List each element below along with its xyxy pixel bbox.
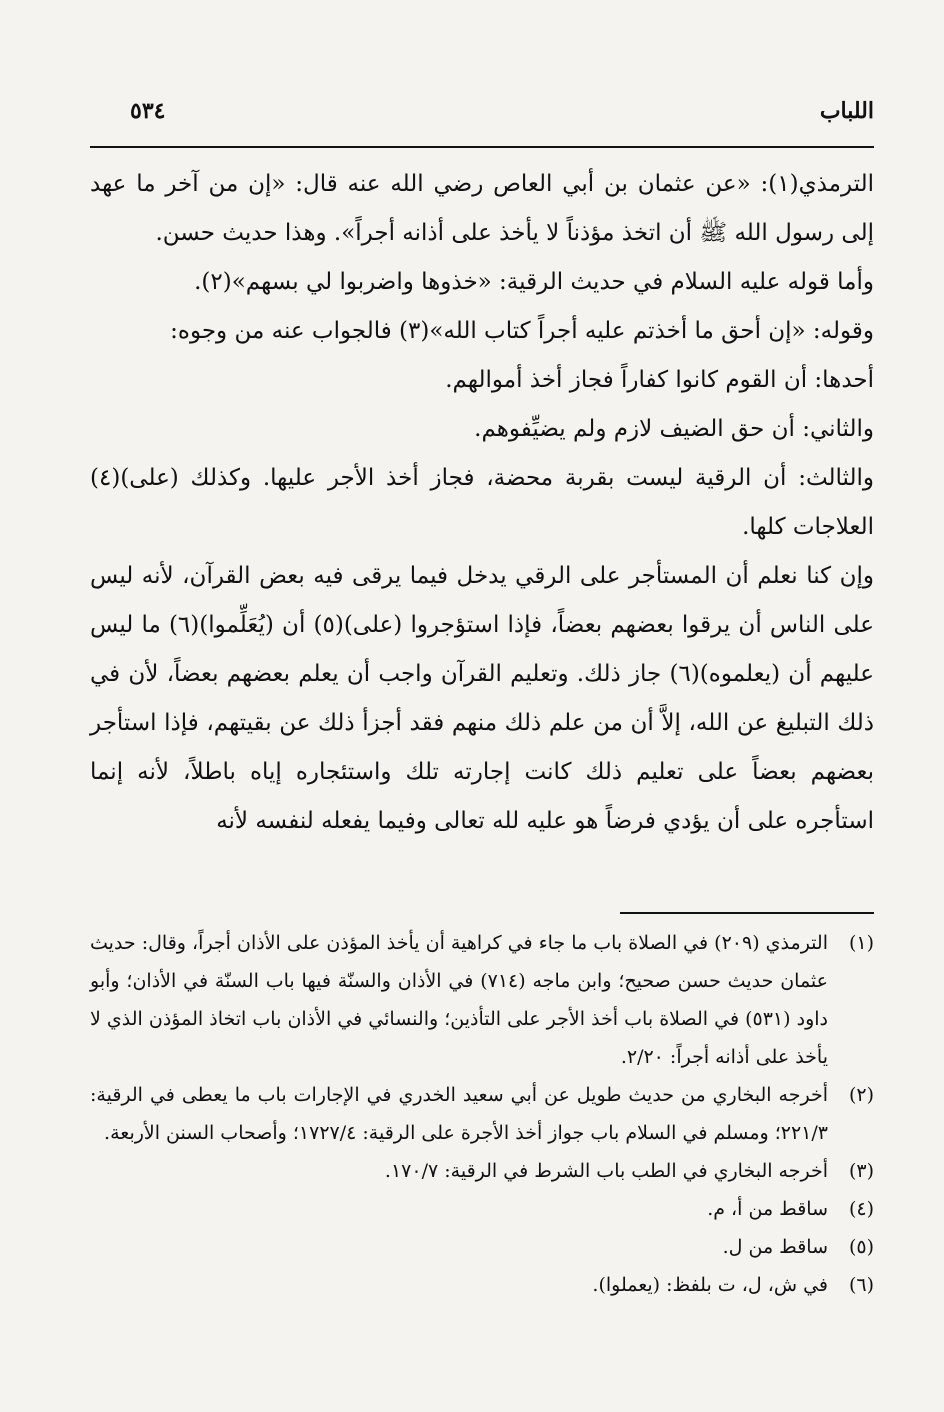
page-number: ٥٣٤ — [130, 98, 166, 124]
running-title: اللباب — [819, 98, 874, 124]
footnote — [90, 1228, 874, 1266]
footnote — [90, 924, 874, 1076]
footnote-text: في ش، ل، ت بلفظ: (يعملوا). — [592, 1274, 828, 1296]
footnote — [90, 1152, 874, 1190]
paragraph: وأما قوله عليه السلام في حديث الرقية: «خذوها واضربوا لي بسهم»(٢). — [194, 269, 874, 295]
footnote-number: (٤) — [848, 1198, 874, 1220]
footnote-number: (٣) — [848, 1160, 874, 1182]
footnote — [90, 1076, 874, 1152]
paragraph: الترمذي(١): «عن عثمان بن أبي العاص رضي الله عنه قال: «إن من آخر ما عهد إلى رسول الله ﷺ أن اتخذ مؤذناً لا يأخذ على أذانه أجراً». وهذا حديث حسن. — [90, 171, 874, 246]
main-text — [90, 160, 874, 846]
footnote-number: (٦) — [848, 1274, 874, 1296]
footnote-text: أخرجه البخاري في الطب باب الشرط في الرقية: ١٧٠/٧. — [384, 1160, 828, 1182]
footnote-text: ساقط من ل. — [722, 1236, 828, 1258]
footnote-number: (١) — [848, 932, 874, 954]
footnote-number: (٢) — [848, 1084, 874, 1106]
footnote-text: أخرجه البخاري من حديث طويل عن أبي سعيد الخدري في الإجارات باب ما يعطى في الرقية: ٢٢١/٣؛ ومسلم في السلام باب جواز أخذ الأجرة على الرقية: ١٧٢٧/٤؛ وأصحاب السنن الأربعة. — [90, 1084, 828, 1144]
footnote-text: ساقط من أ، م. — [707, 1198, 828, 1220]
page-header — [90, 96, 874, 136]
footnotes — [90, 924, 874, 1304]
paragraph: وقوله: «إن أحق ما أخذتم عليه أجراً كتاب الله»(٣) فالجواب عنه من وجوه: — [170, 318, 874, 344]
footnote-text: الترمذي (٢٠٩) في الصلاة باب ما جاء في كراهية أن يأخذ المؤذن على الأذان أجراً، وقال: حديث عثمان حديث حسن صحيح؛ وابن ماجه (٧١٤) في الأذان والسنّة فيها باب السنّة في الأذان؛ وأبو داود (٥٣١) في الصلاة باب أخذ الأجر على التأذين؛ والنسائي في الأذان باب اتخاذ المؤذن الذي لا يأخذ على أذانه أجراً: ٢/٢٠. — [90, 932, 829, 1068]
paragraph: والثاني: أن حق الضيف لازم ولم يضيِّفوهم. — [474, 416, 874, 442]
footnote-rule — [620, 912, 874, 914]
footnote — [90, 1266, 874, 1304]
paragraph: أحدها: أن القوم كانوا كفاراً فجاز أخذ أموالهم. — [445, 367, 874, 393]
paragraph: وإن كنا نعلم أن المستأجر على الرقي يدخل فيما يرقى فيه بعض القرآن، لأنه ليس على الناس أن يرقوا بعضهم بعضاً، فإذا استؤجروا (على)(٥) أن (يُعَلِّموا)(٦) ما ليس عليهم أن (يعلموه)(٦) جاز ذلك. وتعليم القرآن واجب أن يعلم بعضهم بعضاً، لأن في ذلك التبليغ عن الله، إلاَّ أن من علم ذلك منهم فقد أجزأ ذلك عن بقيتهم، فإذا استأجر بعضهم بعضاً على تعليم ذلك كانت إجارته تلك واستئجاره إياه باطلاً، لأنه إنما استأجره على أن يؤدي فرضاً هو عليه لله تعالى وفيما يفعله لنفسه لأنه — [90, 563, 874, 834]
footnote-number: (٥) — [848, 1236, 874, 1258]
paragraph: والثالث: أن الرقية ليست بقربة محضة، فجاز أخذ الأجر عليها. وكذلك (على)(٤) العلاجات كلها. — [90, 465, 874, 540]
header-rule — [90, 146, 874, 148]
footnote — [90, 1190, 874, 1228]
